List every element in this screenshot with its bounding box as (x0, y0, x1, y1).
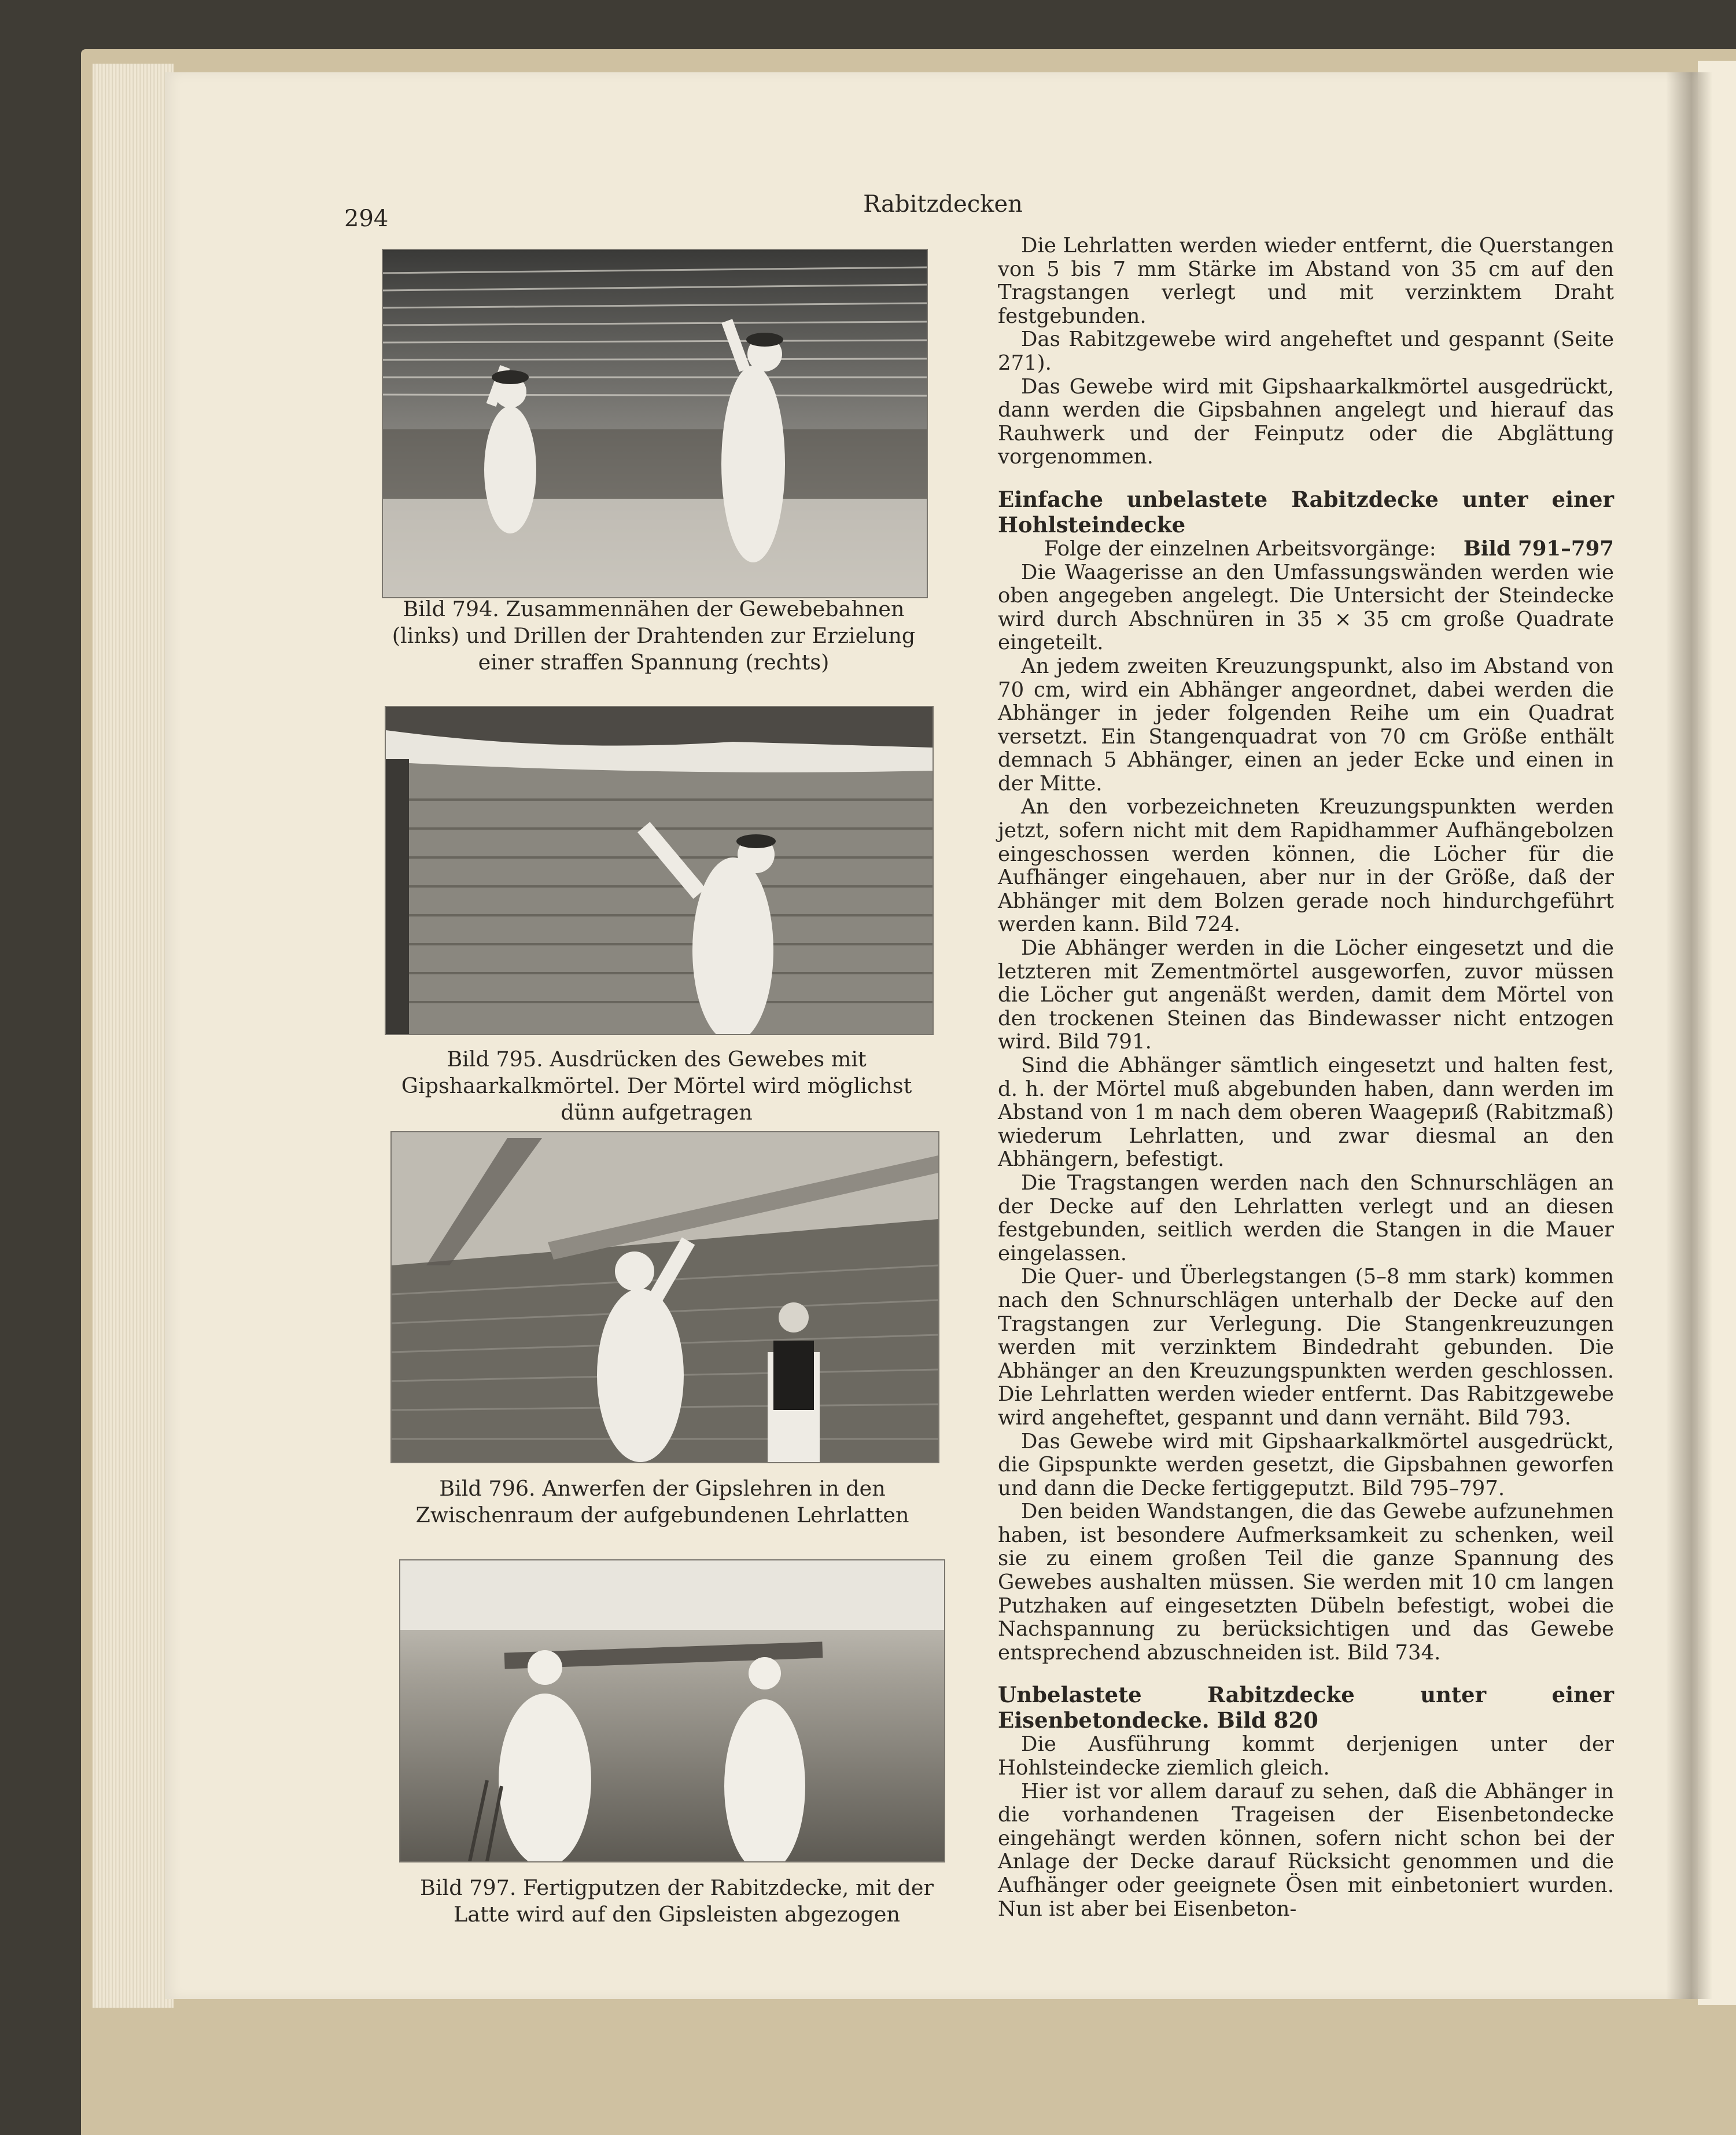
section1-paragraph-1: Die Waagerisse an den Umfassungswänden werden wie oben angegeben angelegt. Die Untersicht der Steindecke wird durch Abschnüren in 35 × 35 cm große Quadrate eingeteilt. (998, 560, 1614, 655)
section1-paragraph-9: Den beiden Wandstangen, die das Gewebe aufzunehmen haben, ist besondere Aufmerksamkeit zu schenken, weil sie zu einem großen Teil die ganze Spannung des Gewebes aushalten müssen. Sie werden mit 10 cm langen Putzhaken auf eingesetzten Dübeln befestigt, wobei die Nachspannung zu berücksichtigen und das Gewebe entsprechend abzuschneiden ist. Bild 734. (998, 1500, 1614, 1665)
section-subline (998, 538, 1614, 561)
caption-797: Bild 797. Fertigputzen der Rabitzdecke, mit der Latte wird auf den Gipsleisten abgezogen (420, 1875, 934, 1927)
caption-796: Bild 796. Anwerfen der Gipslehren in den Zwischenraum der aufgebundenen Lehrlatten (415, 1476, 909, 1527)
section2-paragraph-2: Hier ist vor allem darauf zu sehen, daß die Abhänger in die vorhandenen Trageisen der Eisenbetondecke eingehängt werden können, sofern nicht schon bei der Anlage der Decke darauf Rücksicht genommen und die Aufhänger oder geeignete Ösen mit einbetoniert wurden. Nun ist aber bei Eisenbeton- (998, 1779, 1614, 1921)
page-number: 294 (344, 205, 389, 232)
photo-795 (385, 706, 934, 1035)
photo-794 (382, 249, 928, 598)
section1-paragraph-5: Sind die Abhänger sämtlich eingesetzt und halten fest, d. h. der Mörtel muß abgebunden haben, dann werden im Abstand von 1 m nach dem oberen Waagериß (Rabitzmaß) wiederum Lehrlatten, und zwar diesmal an den Abhängern, befestigt. (998, 1054, 1614, 1172)
main-text-column (998, 234, 1614, 1921)
book-gutter (1666, 72, 1712, 1999)
section1-paragraph-6: Die Tragstangen werden nach den Schnurschlägen an der Decke auf den Lehrlatten verlegt und an diesen festgebunden, seitlich werden die Stangen in die Mauer eingelassen. (998, 1170, 1614, 1265)
running-head: Rabitzdecken (863, 191, 1023, 218)
section-heading-eisenbetondecke: Unbelastete Rabitzdecke unter einer Eisenbetondecke. Bild 820 (998, 1682, 1614, 1733)
section1-paragraph-8: Das Gewebe wird mit Gipshaarkalkmörtel ausgedrückt, die Gipspunkte werden gesetzt, die Gipsbahnen geworfen und dann die Decke fertiggeputzt. Bild 795–797. (998, 1429, 1614, 1500)
section1-paragraph-7: Die Quer- und Überlegstangen (5–8 mm stark) kommen nach den Schnurschlägen unterhalb der Decke auf den Tragstangen zur Verlegung. Die Stangenkreuzungen werden mit verzinktem Bindedraht gebunden. Die Abhänger an den Kreuzungspunkten werden geschlossen. Die Lehrlatten werden wieder entfernt. Das Rabitzgewebe wird angeheftet, gespannt und dann vernäht. Bild 793. (998, 1265, 1614, 1430)
section1-paragraph-4: Die Abhänger werden in die Löcher eingesetzt und die letzteren mit Zementmörtel ausgeworfen, zuvor müssen die Löcher gut angenäßt werden, damit dem Mörtel von den trockenen Steinen das Bindewasser nicht entzogen wird. Bild 791. (998, 936, 1614, 1054)
intro-paragraph-1: Die Lehrlatten werden wieder entfernt, die Querstangen von 5 bis 7 mm Stärke im Abstand von 35 cm auf den Tragstangen verlegt und mit verzinktem Draht festgebunden. (998, 234, 1614, 328)
section2-paragraph-1: Die Ausführung kommt derjenigen unter der Hohlsteindecke ziemlich gleich. (998, 1732, 1614, 1780)
caption-794: Bild 794. Zusammennähen der Gewebebahnen (links) und Drillen der Drahtenden zur Erzielung einer straffen Spannung (rechts) (392, 597, 916, 675)
section1-paragraph-2: An jedem zweiten Kreuzungspunkt, also im Abstand von 70 cm, wird ein Abhänger angeordnet, dabei werden die Abhänger in jeder folgenden Reihe um ein Quadrat versetzt. Ein Stangenquadrat von 70 cm Größe enthält demnach 5 Abhänger, einen an jeder Ecke und einen in der Mitte. (998, 654, 1614, 796)
photo-796 (390, 1131, 939, 1463)
subline-label: Folge der einzelnen Arbeitsvorgänge: (1044, 536, 1436, 561)
subline-figure-ref: Bild 791–797 (1463, 536, 1614, 561)
section1-paragraph-3: An den vorbezeichneten Kreuzungspunkten werden jetzt, sofern nicht mit dem Rapidhammer Aufhängebolzen eingeschossen werden können, die Löcher für die Aufhänger eingehauen, aber nur in der Größe, daß der Abhänger mit dem Bolzen gerade noch hindurchgeführt werden kann. Bild 724. (998, 795, 1614, 937)
page-edges (93, 64, 174, 2008)
intro-paragraph-2: Das Rabitzgewebe wird angeheftet und gespannt (Seite 271). (998, 327, 1614, 375)
caption-795: Bild 795. Ausdrücken des Gewebes mit Gipshaarkalkmörtel. Der Mörtel wird möglichst dünn aufgetragen (401, 1047, 912, 1125)
intro-paragraph-3: Das Gewebe wird mit Gipshaarkalkmörtel ausgedrückt, dann werden die Gipsbahnen angelegt und hierauf das Rauhwerk und der Feinputz oder die Abglättung vorgenommen. (998, 374, 1614, 469)
photo-797 (399, 1559, 945, 1862)
section-heading-hohlsteindecke: Einfache unbelastete Rabitzdecke unter einer Hohlsteindecke (998, 486, 1614, 538)
